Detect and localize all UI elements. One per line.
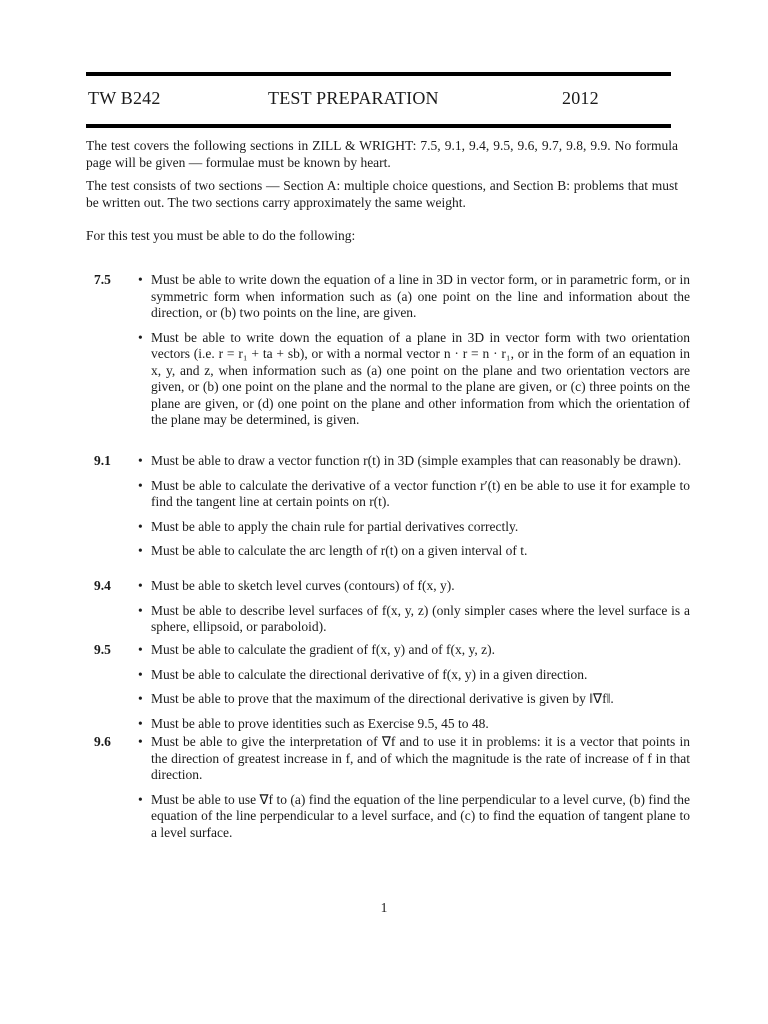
bullet-icon: • <box>138 543 143 558</box>
requirement-list <box>138 453 690 568</box>
list-item <box>138 453 690 470</box>
bullet-icon: • <box>138 691 143 706</box>
page-number: 1 <box>380 900 388 915</box>
header-bottom-rule <box>86 124 671 128</box>
requirement-list <box>138 734 690 849</box>
bullet-icon: • <box>138 518 143 534</box>
list-item <box>138 642 690 659</box>
document-title: TEST PREPARATION <box>268 88 439 108</box>
list-item-text: Must be able to calculate the gradient of f(x, y) and of f(x, y, z). <box>151 642 495 657</box>
requirement-list <box>138 578 690 644</box>
list-item-text: Must be able to calculate the directional derivative of f(x, y) in a given direction. <box>151 666 588 682</box>
intro-paragraph-requirements: For this test you must be able to do the following: <box>86 228 356 243</box>
document-year: 2012 <box>562 88 599 108</box>
list-item-text: Must be able to prove identities such as Exercise 9.5, 45 to 48. <box>151 715 489 731</box>
section-number: 7.5 <box>94 272 111 287</box>
bullet-icon: • <box>138 602 143 618</box>
bullet-icon: • <box>138 329 143 345</box>
bullet-icon: • <box>138 791 143 807</box>
section-number: 9.5 <box>94 642 111 657</box>
bullet-icon: • <box>138 715 143 731</box>
bullet-icon: • <box>138 666 143 682</box>
bullet-icon: • <box>138 477 143 493</box>
list-item <box>138 543 690 560</box>
document-header <box>88 88 668 109</box>
list-item-text: Must be able to draw a vector function r(t) in 3D (simple examples that can reasonably be drawn). <box>151 453 682 468</box>
list-item <box>138 716 690 733</box>
bullet-icon: • <box>138 642 143 657</box>
list-item <box>138 734 690 784</box>
list-item-text: Must be able to write down the equation of a plane in 3D in vector form with two orientation vectors (i.e. r = r₁ + ta + sb), or with a normal vector n · r = n · r₁, or in the form of an equation in x, y, and z, when information such as (a) one point on the plane and two orientation vectors are given, or (b) one point on the plane and the normal to the plane are given, or (c) three points on the plane are given, or (d) one point on the plane and other information from which the orientation of the plane may be determined, is given. <box>151 329 690 427</box>
course-code: TW B242 <box>88 88 161 108</box>
bullet-icon: • <box>138 734 143 749</box>
list-item <box>138 578 690 595</box>
bullet-icon: • <box>138 578 143 593</box>
bullet-icon: • <box>138 453 143 468</box>
intro-paragraph-coverage: The test covers the following sections in ZILL & WRIGHT: 7.5, 9.1, 9.4, 9.5, 9.6, 9.7, 9.8, 9.9. No formula page will be given — formulae must be known by heart. <box>86 138 678 170</box>
list-item-text: Must be able to apply the chain rule for partial derivatives correctly. <box>151 518 519 534</box>
list-item-text: Must be able to sketch level curves (contours) of f(x, y). <box>151 578 455 593</box>
list-item <box>138 478 690 511</box>
list-item <box>138 272 690 322</box>
bullet-icon: • <box>138 272 143 287</box>
list-item-text: Must be able to give the interpretation of ∇f and to use it in problems: it is a vector that points in the direction of greatest increase in f, and of which the magnitude is the rate of increase of f in that direction. <box>151 734 690 782</box>
section-number: 9.6 <box>94 734 111 749</box>
top-rule <box>86 72 671 76</box>
list-item <box>138 330 690 429</box>
list-item <box>138 603 690 636</box>
list-item-text: Must be able to use ∇f to (a) find the equation of the line perpendicular to a level curve, (b) find the equation of the line perpendicular to a level surface, and (c) to find the equation of tangent plane to a level surface. <box>151 791 690 840</box>
list-item <box>138 691 690 708</box>
list-item-text: Must be able to prove that the maximum of the directional derivative is given by ‖∇f‖. <box>151 691 614 706</box>
list-item <box>138 519 690 536</box>
list-item-text: Must be able to calculate the arc length of r(t) on a given interval of t. <box>151 543 528 558</box>
list-item-text: Must be able to describe level surfaces of f(x, y, z) (only simpler cases where the level surface is a sphere, ellipsoid, or paraboloid). <box>151 602 690 634</box>
requirement-list <box>138 642 690 740</box>
list-item-text: Must be able to write down the equation of a line in 3D in vector form, or in parametric form, or in symmetric form when information such as (a) one point on the line and information about the direction, or (b) two points on the line, are given. <box>151 272 690 320</box>
requirement-list <box>138 272 690 437</box>
list-item <box>138 667 690 684</box>
section-number: 9.4 <box>94 578 111 593</box>
list-item-text: Must be able to calculate the derivative of a vector function r′(t) en be able to use it for example to find the tangent line at certain points on r(t). <box>151 477 690 509</box>
section-number: 9.1 <box>94 453 111 468</box>
list-item <box>138 792 690 842</box>
intro-paragraph-structure: The test consists of two sections — Section A: multiple choice questions, and Section B: problems that must be written out. The two sections carry approximately the same weight. <box>86 178 678 210</box>
